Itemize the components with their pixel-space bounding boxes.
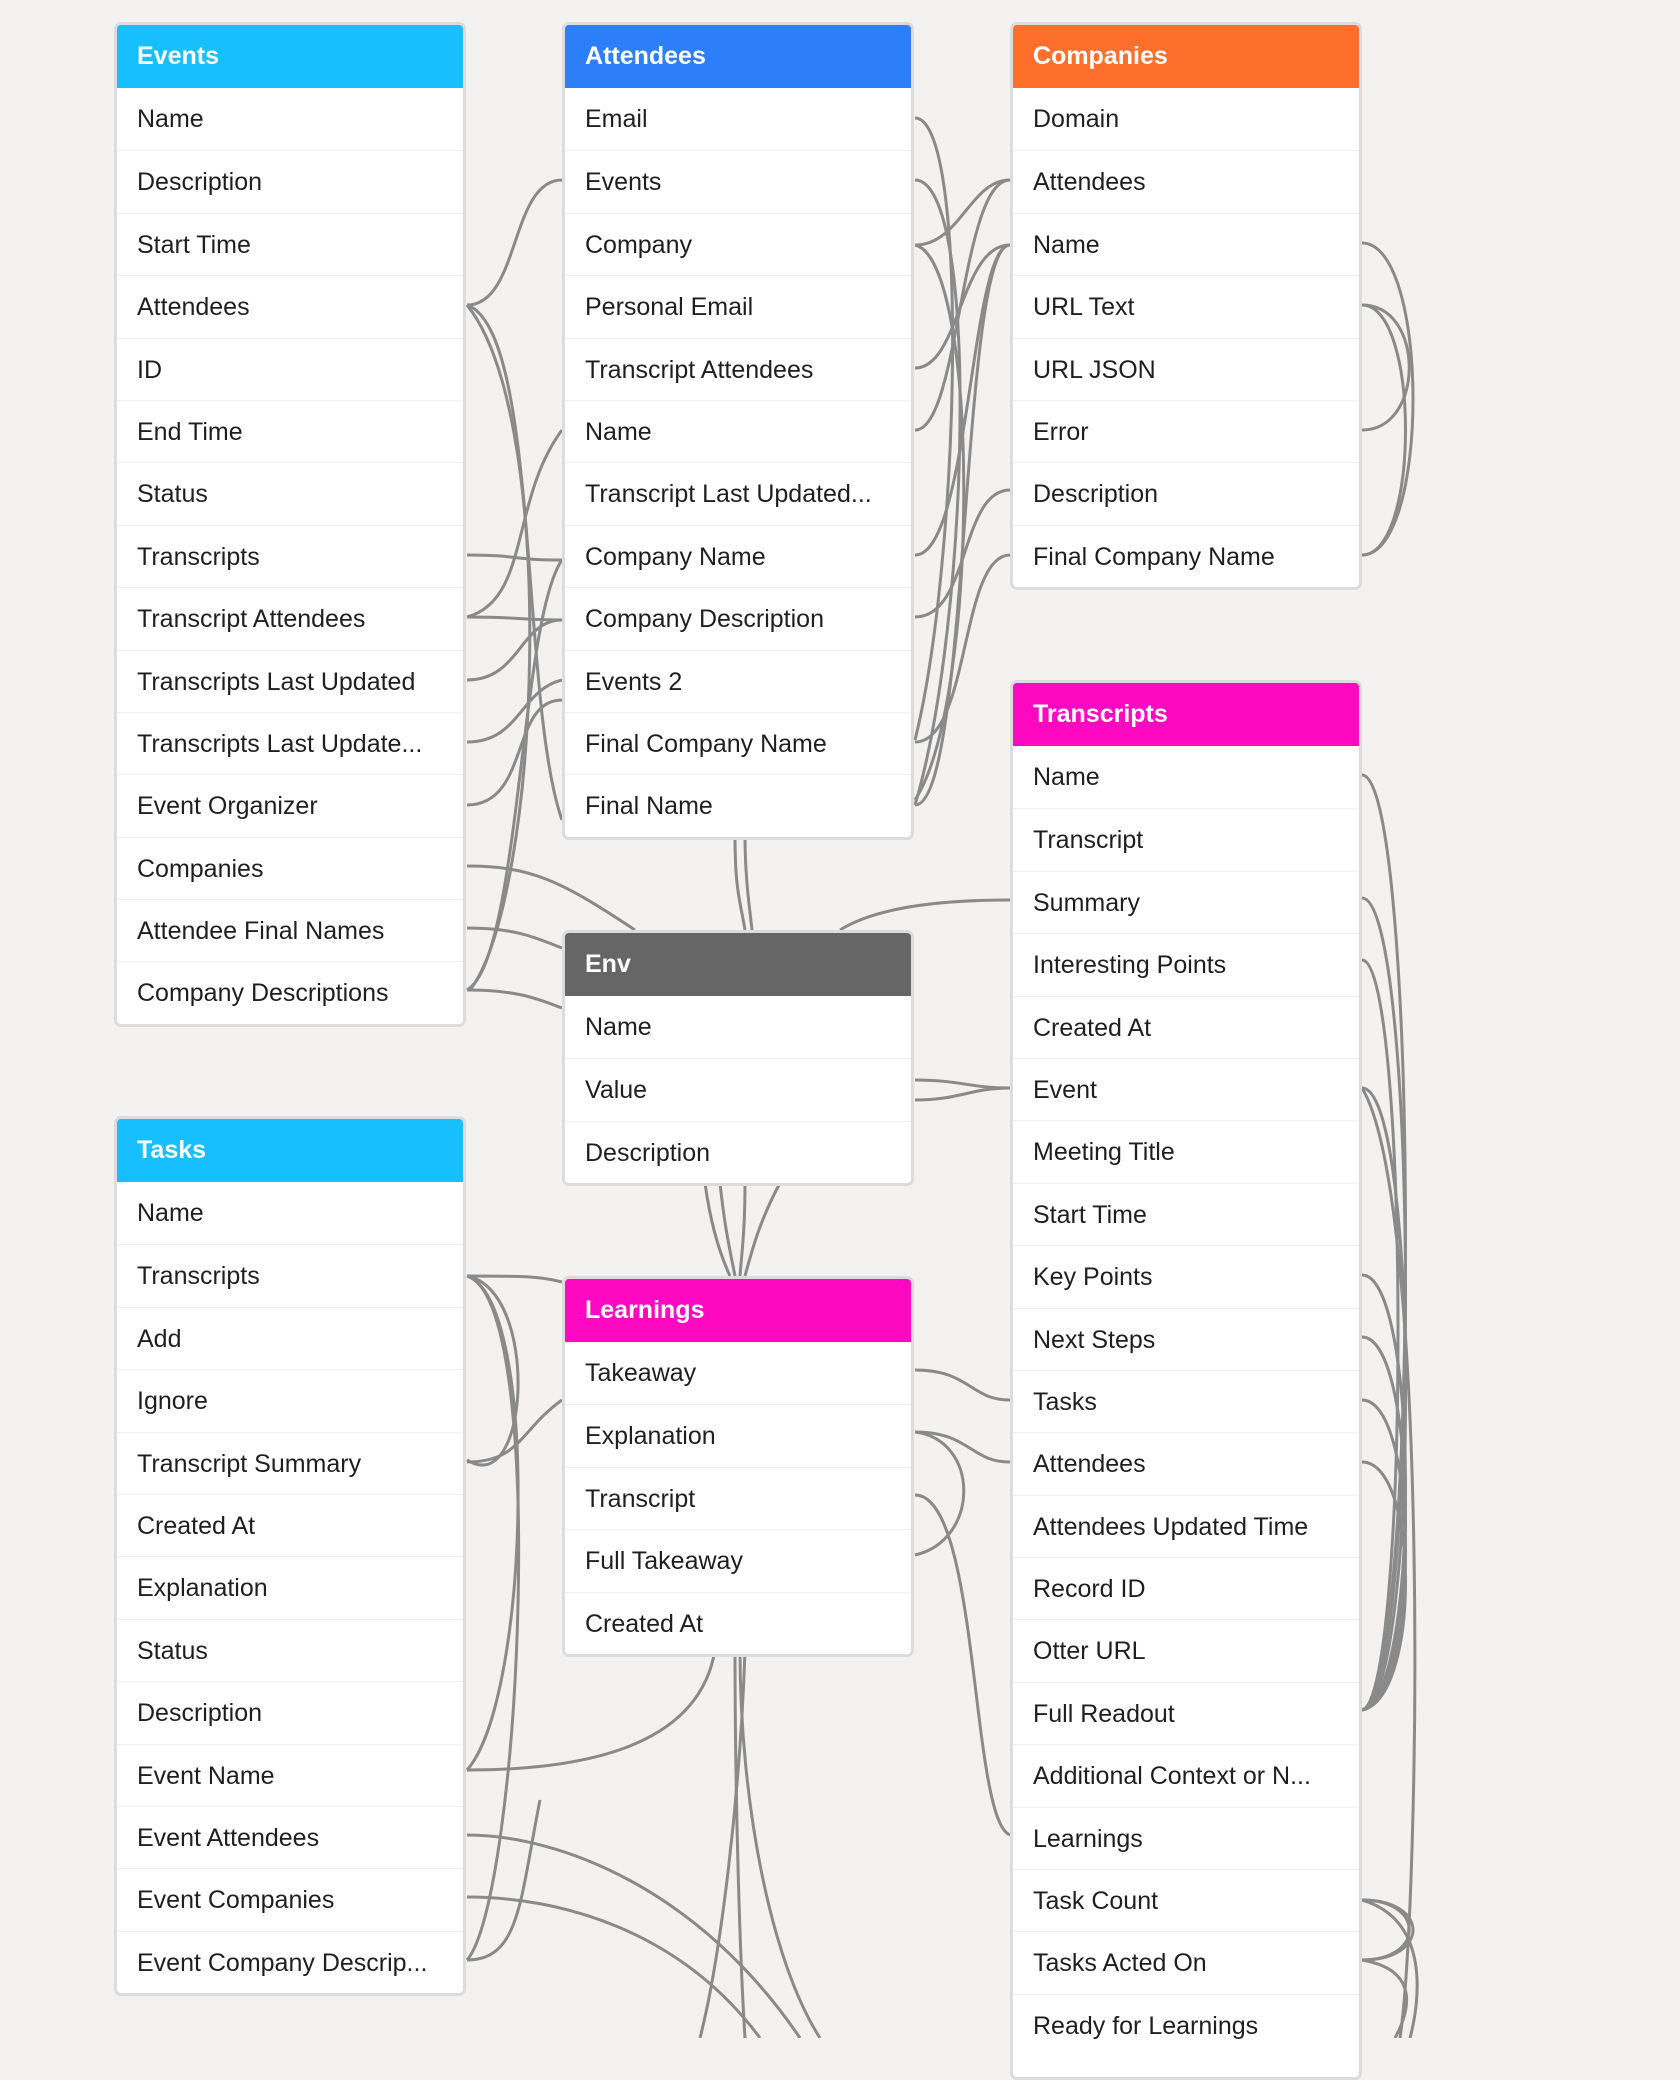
link-curve [467,305,562,820]
link-curve [467,1276,518,1465]
field-row[interactable]: Company Descriptions [117,961,463,1023]
field-row[interactable]: Final Name [565,774,911,836]
field-row[interactable]: Event Attendees [117,1806,463,1868]
link-curve [915,118,953,740]
link-curve [467,680,562,742]
link-curve [467,1400,562,1462]
field-row[interactable]: Next Steps [1013,1308,1359,1370]
link-curve [915,180,1010,430]
table-companies[interactable] [1010,22,1362,590]
field-row[interactable]: Company [565,213,911,275]
table-events[interactable] [114,22,466,1027]
field-row[interactable]: Transcripts [117,525,463,587]
link-curve [1362,1462,1406,1710]
field-row[interactable]: Event Name [117,1744,463,1806]
field-row[interactable]: Interesting Points [1013,933,1359,995]
link-curve [840,900,1010,930]
link-curve [915,1495,1010,1835]
link-curve [915,555,1010,742]
field-row[interactable]: Additional Context or N... [1013,1744,1359,1806]
field-row[interactable]: Learnings [1013,1807,1359,1869]
field-row[interactable]: Name [1013,213,1359,275]
link-curve [467,180,562,305]
field-row[interactable]: Events [565,150,911,212]
table-header-transcripts[interactable]: Transcripts [1013,683,1359,746]
link-curve [1362,1400,1406,1710]
link-curve [740,1183,745,1276]
link-curve [1362,1088,1406,1710]
field-row[interactable]: Attendees [117,275,463,337]
field-row[interactable]: Status [117,462,463,524]
link-curve [467,928,562,948]
link-curve [720,1183,735,1276]
link-curve [1362,305,1409,430]
link-curve [467,1276,518,1770]
link-curve [467,430,562,617]
link-curve [735,1650,745,2038]
field-row[interactable]: Transcripts Last Updated [117,650,463,712]
link-curve [1362,1275,1406,1710]
field-row[interactable]: Name [137,1199,204,1227]
field-row[interactable]: Otter URL [1013,1619,1359,1681]
field-row[interactable]: Event Companies [117,1868,463,1930]
link-curve [915,245,1010,368]
field-row[interactable]: Transcript Attendees [565,338,911,400]
link-curve [915,180,960,805]
link-curve [915,245,1010,555]
field-row[interactable]: URL JSON [1013,338,1359,400]
table-env[interactable] [562,930,914,1186]
field-row[interactable]: Events 2 [565,650,911,712]
field-row[interactable]: Personal Email [565,275,911,337]
table-header-learnings[interactable]: Learnings [565,1279,911,1342]
field-row[interactable]: Description [565,1121,911,1183]
field-row[interactable]: Start Time [117,213,463,275]
field-row[interactable]: Email [585,105,648,133]
field-row[interactable]: Attendees [1013,1432,1359,1494]
table-transcripts[interactable] [1010,680,1362,2080]
link-curve [1362,1960,1407,2038]
field-row[interactable]: Name [585,1013,652,1041]
link-curve [1362,898,1406,1710]
field-row[interactable]: Event [1013,1058,1359,1120]
link-curve [915,490,1010,617]
link-curve [915,1432,1010,1462]
link-curve [467,560,562,990]
table-header-companies[interactable]: Companies [1013,25,1359,88]
field-row[interactable]: Companies [117,837,463,899]
field-row[interactable]: Explanation [565,1404,911,1466]
field-row[interactable]: Transcripts [117,1244,463,1306]
table-attendees[interactable] [562,22,914,840]
link-curve [467,1800,540,1960]
field-row[interactable]: Start Time [1013,1183,1359,1245]
field-row[interactable]: Name [1033,763,1100,791]
field-row[interactable]: Domain [1033,105,1120,133]
field-row[interactable]: Company Name [565,525,911,587]
link-curve [915,1432,964,1555]
link-curve [467,1276,562,1282]
link-curve [700,1650,745,2038]
field-row[interactable]: Event Organizer [117,774,463,836]
field-row[interactable]: Attendees [1013,150,1359,212]
table-tasks[interactable] [114,1116,466,1996]
field-row[interactable]: Attendees Updated Time [1013,1495,1359,1557]
field-row[interactable]: Transcript Summary [117,1432,463,1494]
field-row[interactable]: Summary [1013,871,1359,933]
field-row[interactable]: Explanation [117,1556,463,1618]
link-curve [1362,960,1398,1710]
link-curve [1362,1337,1406,1710]
link-curve [467,620,562,680]
link-curve [915,1370,1010,1400]
link-curve [467,617,562,620]
field-row[interactable]: URL Text [1013,275,1359,337]
field-row[interactable]: Transcript Last Updated... [565,462,911,524]
link-curve [467,305,530,990]
field-row[interactable]: Company Description [565,587,911,649]
field-row[interactable]: Created At [117,1494,463,1556]
field-row[interactable]: Final Company Name [1013,525,1359,587]
link-curve [1362,1900,1417,2038]
field-row[interactable]: Ready for Learnings [1013,1994,1359,2056]
field-row[interactable]: ID [117,338,463,400]
link-curve [1362,1900,1413,1960]
field-row[interactable]: Task Count [1013,1869,1359,1931]
field-row[interactable]: Name [565,400,911,462]
link-curve [467,1650,715,1770]
link-curve [1362,1900,1409,1960]
link-curve [1362,1088,1415,2038]
field-row[interactable]: Meeting Title [1013,1120,1359,1182]
link-curve [915,180,1010,245]
field-row[interactable]: Created At [1013,996,1359,1058]
field-row[interactable]: Ignore [117,1369,463,1431]
field-row[interactable]: Full Readout [1013,1682,1359,1744]
link-curve [915,1088,1010,1100]
field-row[interactable]: Transcript [565,1467,911,1529]
field-row[interactable]: Event Company Descrip... [117,1931,463,1993]
link-curve [735,835,745,930]
link-curve [745,835,752,930]
link-curve [915,245,964,800]
link-curve [467,1276,519,1960]
link-curve [467,700,562,805]
link-curve [467,555,562,560]
link-curve [705,1183,730,1276]
table-header-env[interactable]: Env [565,933,911,996]
link-curve [467,866,635,930]
field-row[interactable]: Status [117,1619,463,1681]
field-row[interactable]: Key Points [1013,1245,1359,1307]
link-curve [915,1080,1010,1088]
link-curve [740,1650,820,2038]
field-row[interactable]: Transcript Attendees [117,587,463,649]
field-row[interactable]: Value [565,1058,911,1120]
link-curve [915,245,1010,805]
field-row[interactable]: Description [1013,462,1359,524]
link-curve [1362,775,1406,1710]
field-row[interactable]: Add [117,1307,463,1369]
link-curve [467,990,562,1008]
field-row[interactable]: Final Company Name [565,712,911,774]
link-curve [745,1183,780,1276]
field-row[interactable]: Tasks Acted On [1013,1931,1359,1993]
field-row[interactable]: Description [117,150,463,212]
link-curve [1362,305,1406,555]
field-row[interactable]: Description [117,1681,463,1743]
field-row[interactable]: Takeaway [585,1359,697,1387]
link-curve [1362,243,1413,555]
table-header-attendees[interactable]: Attendees [565,25,911,88]
table-learnings[interactable] [562,1276,914,1657]
field-row[interactable]: Transcript [1013,808,1359,870]
field-row[interactable]: Name [137,105,204,133]
field-row[interactable]: Tasks [1013,1370,1359,1432]
table-header-tasks[interactable]: Tasks [117,1119,463,1182]
field-row[interactable]: Attendee Final Names [117,899,463,961]
field-row[interactable]: Full Takeaway [565,1529,911,1591]
field-row[interactable]: Created At [565,1592,911,1654]
field-row[interactable]: Record ID [1013,1557,1359,1619]
link-curve [467,1835,800,2038]
field-row[interactable]: Error [1013,400,1359,462]
field-row[interactable]: Transcripts Last Update... [117,712,463,774]
table-header-events[interactable]: Events [117,25,463,88]
field-row[interactable]: End Time [117,400,463,462]
link-curve [467,1897,760,2038]
